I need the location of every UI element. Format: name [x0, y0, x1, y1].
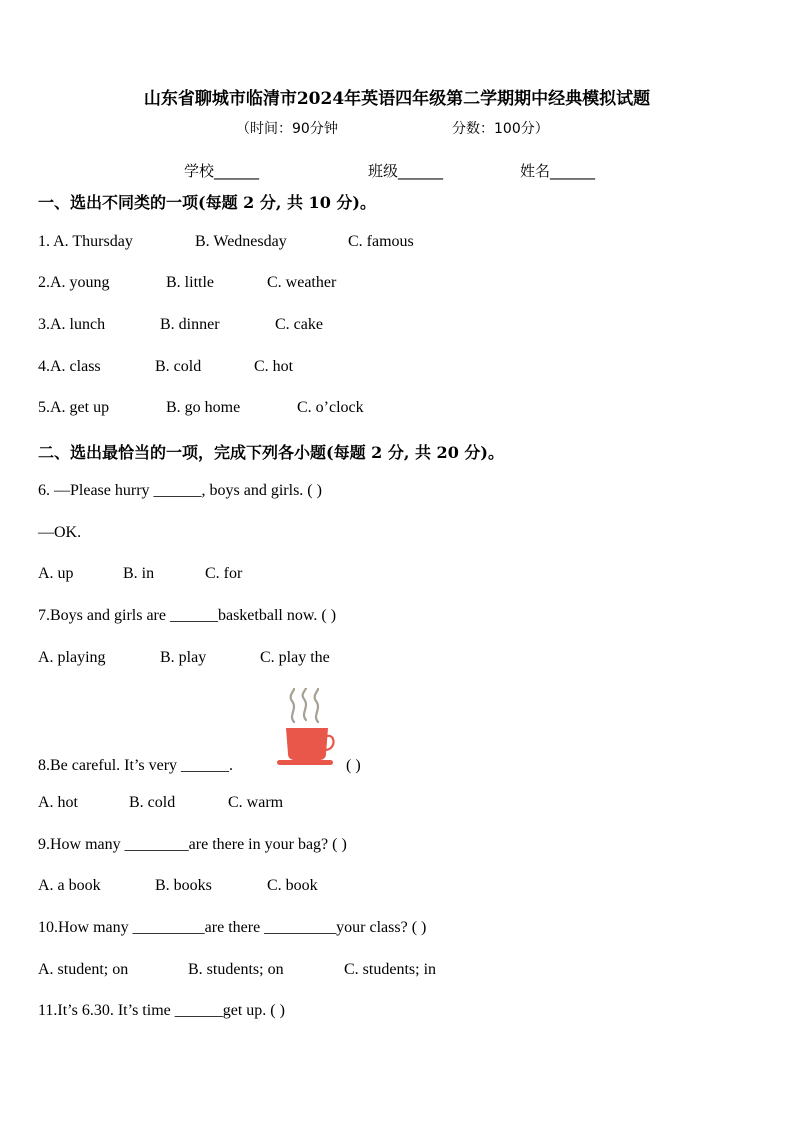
- q8-answer-paren: ( ): [346, 757, 361, 774]
- q1-option-c[interactable]: C. famous: [348, 233, 414, 250]
- q8-option-c[interactable]: C. warm: [228, 794, 284, 811]
- class-field[interactable]: 班级______: [368, 162, 444, 180]
- q10-option-a[interactable]: A. student; on: [38, 961, 129, 978]
- section-two-heading: 二、选出最恰当的一项，完成下列各小题(每题 2 分, 共 20 分)。: [38, 443, 504, 462]
- q10-option-c[interactable]: C. students; in: [344, 961, 437, 978]
- q8-option-b[interactable]: B. cold: [129, 794, 176, 811]
- section-one-heading: 一、选出不同类的一项(每题 2 分, 共 10 分)。: [38, 193, 376, 212]
- q6-option-a[interactable]: A. up: [38, 565, 74, 582]
- q5-option-a[interactable]: 5.A. get up: [38, 399, 110, 416]
- q8-stem: 8.Be careful. It’s very ______.: [38, 757, 234, 774]
- q6-option-c[interactable]: C. for: [205, 565, 243, 582]
- q3-option-a[interactable]: 3.A. lunch: [38, 316, 106, 333]
- q4-option-a[interactable]: 4.A. class: [38, 358, 101, 375]
- q7-stem: 7.Boys and girls are ______basketball now. ( ): [38, 607, 337, 624]
- exam-score: 分数：100分）: [452, 121, 549, 137]
- q9-option-b[interactable]: B. books: [155, 877, 212, 894]
- hot-cup-icon: [276, 688, 336, 772]
- q6-stem: 6. —Please hurry ______, boys and girls. ( ): [38, 482, 322, 499]
- q5-option-c[interactable]: C. o’clock: [297, 399, 364, 416]
- q5-option-b[interactable]: B. go home: [166, 399, 241, 416]
- q3-option-c[interactable]: C. cake: [275, 316, 323, 333]
- steam-icon: [291, 688, 318, 722]
- q3-option-b[interactable]: B. dinner: [160, 316, 220, 333]
- school-field[interactable]: 学校______: [184, 162, 260, 180]
- q7-option-c[interactable]: C. play the: [260, 649, 330, 666]
- name-field[interactable]: 姓名______: [520, 162, 596, 180]
- q4-option-b[interactable]: B. cold: [155, 358, 202, 375]
- q9-stem: 9.How many ________are there in your bag? ( ): [38, 836, 347, 853]
- q6-option-b[interactable]: B. in: [123, 565, 155, 582]
- exam-time: （时间：90分钟: [236, 121, 338, 137]
- q8-option-a[interactable]: A. hot: [38, 794, 78, 811]
- q9-option-a[interactable]: A. a book: [38, 877, 101, 894]
- q2-option-b[interactable]: B. little: [166, 274, 214, 291]
- q6-reply: —OK.: [38, 524, 82, 541]
- q10-option-b[interactable]: B. students; on: [188, 961, 284, 978]
- q1-option-b[interactable]: B. Wednesday: [195, 233, 287, 250]
- q11-stem: 11.It’s 6.30. It’s time ______get up. ( ): [38, 1002, 285, 1019]
- q2-option-c[interactable]: C. weather: [267, 274, 337, 291]
- q7-option-a[interactable]: A. playing: [38, 649, 106, 666]
- q9-option-c[interactable]: C. book: [267, 877, 318, 894]
- q7-option-b[interactable]: B. play: [160, 649, 207, 666]
- q2-option-a[interactable]: 2.A. young: [38, 274, 110, 291]
- q10-stem: 10.How many _________are there _________your class? ( ): [38, 919, 427, 936]
- q4-option-c[interactable]: C. hot: [254, 358, 294, 375]
- q1-option-a[interactable]: 1. A. Thursday: [38, 233, 133, 250]
- page-title: 山东省聊城市临清市2024年英语四年级第二学期期中经典模拟试题: [143, 89, 651, 109]
